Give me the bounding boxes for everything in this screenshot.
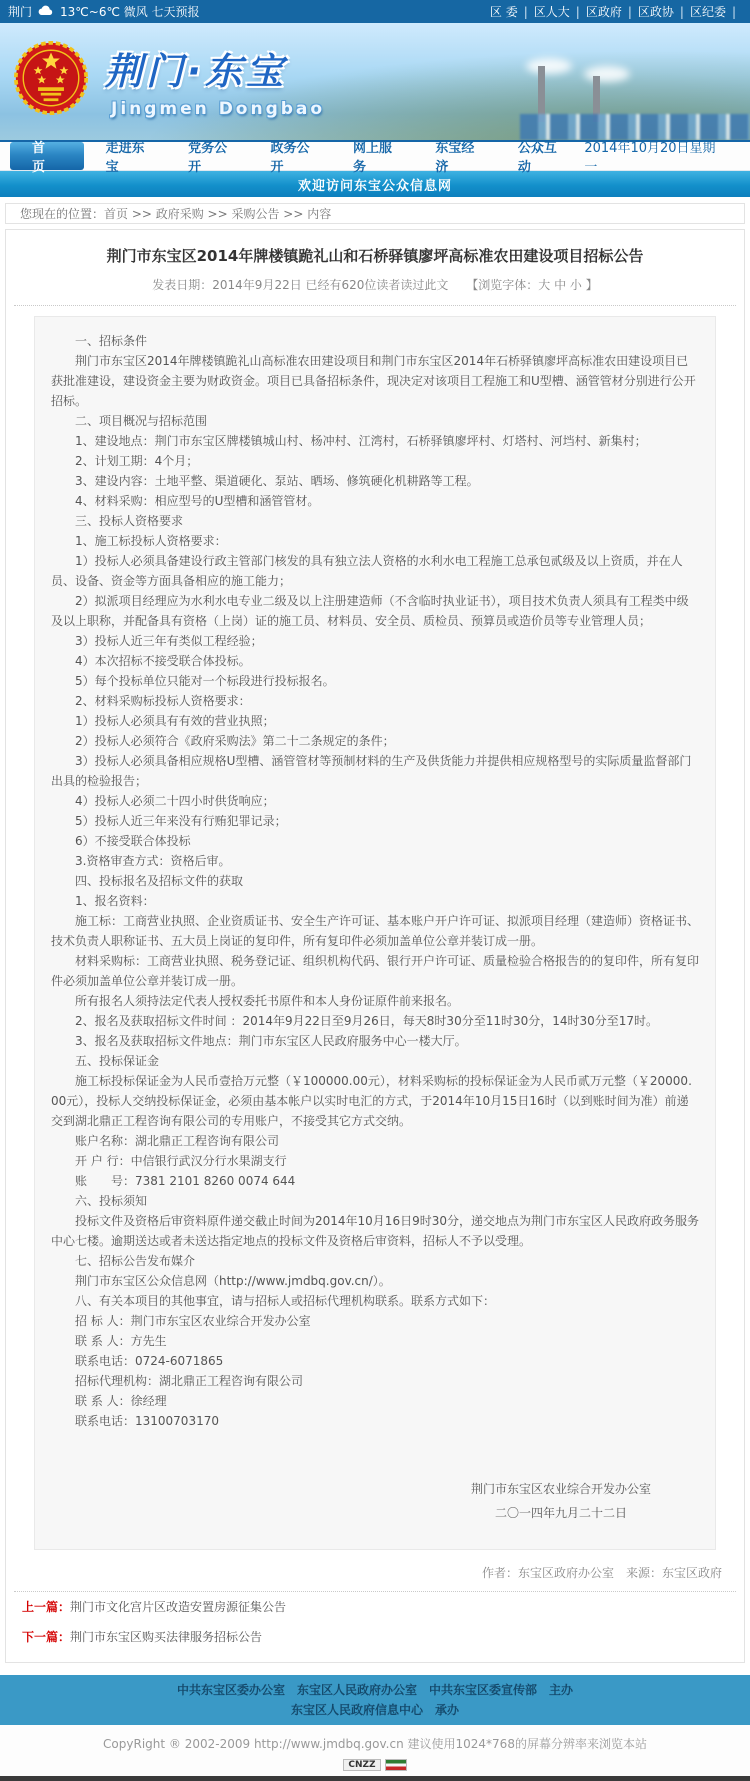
- nav-item[interactable]: 东宝经济: [435, 141, 475, 175]
- copyright-line: CopyRight ® 2002-2009 http://www.jmdbq.gov.cn 建议使用1024*768的屏幕分辨率来浏览本站: [0, 1725, 750, 1756]
- nav-menu: [10, 141, 584, 175]
- site-title: 荆门·东宝: [105, 50, 288, 93]
- article-paragraph: 1、建设地点：荆门市东宝区牌楼镇城山村、杨冲村、江湾村，石桥驿镇廖坪村、灯塔村、河垱村、新集村；: [75, 434, 647, 448]
- cnzz-counter-badge[interactable]: CNZZ: [343, 1759, 380, 1771]
- article-paragraph: 2、计划工期：4个月；: [75, 454, 199, 468]
- article-paragraph: 七、招标公告发布媒介: [75, 1254, 196, 1268]
- city-label: 荆门: [8, 5, 33, 19]
- article-paragraph: 材料采购标：工商营业执照、税务登记证、组织机构代码、银行开户许可证、质量检验合格报告的的复印件，所有复印件必须加盖单位公章并装订成一册。: [51, 954, 700, 988]
- article-paragraph: 4、材料采购：相应型号的U型槽和涵管管材。: [75, 494, 320, 508]
- prev-label: 上一篇：: [22, 1600, 71, 1614]
- article-paragraph: 六、投标须知: [75, 1194, 148, 1208]
- gov-link[interactable]: 区人大 |: [534, 3, 586, 20]
- article-paragraph: 招标代理机构：湖北鼎正工程咨询有限公司: [75, 1374, 304, 1388]
- article-paragraph: 八、有关本项目的其他事宜，请与招标人或招标代理机构联系。联系方式如下：: [75, 1294, 496, 1308]
- article-paragraph: 荆门市东宝区2014年牌楼镇跪礼山高标准农田建设项目和荆门市东宝区2014年石桥驿镇廖坪高标准农田建设项目已获批准建设，建设资金主要为财政资金。项目已具备招标条件，现决定对该项目工程施工和U型槽、涵管管材分别进行公开招标。: [51, 354, 696, 408]
- publish-info: 发表日期：2014年9月22日 已经有620位读者读过此文: [152, 278, 449, 292]
- article-paragraph: 施工标投标保证金为人民币壹拾万元整（￥100000.00元），材料采购标的投标保证金为人民币贰万元整（￥20000.00元），投标人交纳投标保证金，必须由基本帐户以实时电汇的方式，于2014年10月15日16时（以到账时间为准）前递交到湖北鼎正工程咨询有限公司的专用账户，不接受其它方式交纳。: [51, 1074, 692, 1128]
- font-size-chooser[interactable]: 【浏览字体：大 中 小 】: [466, 278, 598, 292]
- prev-article-link[interactable]: 荆门市文化宫片区改造安置房源征集公告: [70, 1600, 287, 1614]
- article-paragraph: 施工标：工商营业执照、企业资质证书、安全生产许可证、基本账户开户许可证、拟派项目经理（建造师）资格证书、技术负责人职称证书、五大员上岗证的复印件，所有复印件必须加盖单位公章并装订成一册。: [51, 914, 700, 948]
- article-paragraph: 联系电话：0724-6071865: [75, 1354, 224, 1368]
- author-source-line: 作者：东宝区政府办公室 来源：东宝区政府: [481, 1566, 722, 1580]
- next-article-row: [6, 1622, 744, 1652]
- footer-line1: 中共东宝区委办公室 东宝区人民政府办公室 中共东宝区委宣传部 主办: [176, 1683, 573, 1697]
- article-paragraph: 四、投标报名及招标文件的获取: [75, 874, 244, 888]
- prev-article-row: [6, 1592, 744, 1622]
- factory-photo-decoration: [490, 80, 750, 140]
- article-paragraph: 荆门市东宝区公众信息网（http://www.jmdbq.gov.cn/）。: [75, 1274, 391, 1288]
- article-paragraph: 1）投标人必须具有有效的营业执照；: [75, 714, 275, 728]
- article-paragraph: 账 号：7381 2101 8260 0074 644: [75, 1174, 296, 1188]
- article-paragraph: 4）本次招标不接受联合体投标。: [75, 654, 251, 668]
- national-emblem-logo: [14, 35, 88, 125]
- article-paragraph: 3）投标人必须具备相应规格U型槽、涵管管材等预制材料的生产及供货能力并提供相应规格型号的实际质量监督部门出具的检验报告；: [51, 754, 692, 788]
- article-paragraph: 1、报名资料：: [75, 894, 155, 908]
- gov-links: [490, 3, 742, 20]
- article-paragraph: 1、施工标投标人资格要求：: [75, 534, 227, 548]
- article-paragraph: 6）不接受联合体投标: [75, 834, 191, 848]
- nav-item[interactable]: 首 页: [10, 142, 84, 170]
- nav-item[interactable]: 政务公开: [270, 141, 310, 175]
- article-paragraph: 4）投标人必须二十四小时供货响应；: [75, 794, 275, 808]
- welcome-banner: 欢迎访问东宝公众信息网: [0, 171, 750, 197]
- article-paragraph: 二、项目概况与招标范围: [75, 414, 208, 428]
- article-paragraph: 3.资格审查方式：资格后审。: [75, 854, 231, 868]
- article-paragraph: 开 户 行：中信银行武汉分行水果湖支行: [75, 1154, 287, 1168]
- top-utility-bar: [0, 0, 750, 23]
- signature-date: 二〇一四年九月二十二日: [494, 1506, 627, 1520]
- nav-item[interactable]: 公众互动: [517, 141, 557, 175]
- article-paragraph: 账户名称：湖北鼎正工程咨询有限公司: [75, 1134, 280, 1148]
- article-paragraph: 5）投标人近三年来没有行贿犯罪记录；: [75, 814, 287, 828]
- article-paragraph: 2）投标人必须符合《政府采购法》第二十二条规定的条件；: [75, 734, 395, 748]
- gov-link[interactable]: 区纪委 |: [690, 3, 742, 20]
- article-paragraph: 招 标 人：荆门市东宝区农业综合开发办公室: [75, 1314, 311, 1328]
- article-paragraph: 联系电话：13100703170: [75, 1414, 219, 1428]
- article-paragraph: 3、建设内容：土地平整、渠道硬化、泵站、晒场、修筑硬化机耕路等工程。: [75, 474, 479, 488]
- next-article-link[interactable]: 荆门市东宝区购买法律服务招标公告: [70, 1630, 263, 1644]
- nav-item[interactable]: 党务公开: [188, 141, 228, 175]
- footer-line2: 东宝区人民政府信息中心 承办: [290, 1703, 459, 1717]
- site-header-banner: [0, 23, 750, 140]
- article-paragraph: 2、报名及获取招标文件时间 ：2014年9月22日至9月26日，每天8时30分至11时30分，14时30分至17时。: [75, 1014, 659, 1028]
- weather-cloud-icon: [38, 5, 54, 19]
- nav-item[interactable]: 走进东宝: [105, 141, 145, 175]
- article-paragraph: 五、投标保证金: [75, 1054, 160, 1068]
- weather-summary[interactable]: 13℃~6℃ 微风 七天预报: [60, 5, 200, 19]
- article-paragraph: 所有报名人须持法定代表人授权委托书原件和本人身份证原件前来报名。: [75, 994, 460, 1008]
- article-paragraph: 2、材料采购标投标人资格要求：: [75, 694, 251, 708]
- article-paragraph: 1）投标人必须具备建设行政主管部门核发的具有独立法人资格的水利水电工程施工总承包贰级及以上资质，并在人员、设备、资金等方面具备相应的施工能力；: [51, 554, 683, 588]
- article-paragraph: 三、投标人资格要求: [75, 514, 184, 528]
- bottom-edge-bar: [0, 1776, 750, 1781]
- signature-block: [51, 1477, 699, 1525]
- nav-item[interactable]: 网上服务: [352, 141, 392, 175]
- breadcrumb[interactable]: 您现在的位置：首页 >> 政府采购 >> 采购公告 >> 内容: [5, 203, 745, 224]
- page-title: 荆门市东宝区2014年牌楼镇跪礼山和石桥驿镇廖坪高标准农田建设项目招标公告: [106, 247, 644, 265]
- article-paragraph: 联 系 人：方先生: [75, 1334, 167, 1348]
- gov-link[interactable]: 区政协 |: [638, 3, 690, 20]
- article-paragraph: 联 系 人：徐经理: [75, 1394, 167, 1408]
- footer-organizers: [0, 1675, 750, 1725]
- article-paragraph: 3）投标人近三年有类似工程经验；: [75, 634, 263, 648]
- next-label: 下一篇：: [22, 1630, 71, 1644]
- article-paragraph: 一、招标条件: [75, 334, 148, 348]
- article-paragraph: 投标文件及资格后审资料原件递交截止时间为2014年10月16日9时30分，递交地点为荆门市东宝区人民政府政务服务中心七楼。逾期送达或者未送达指定地点的投标文件及资格后审资料，招标人不予以受理。: [51, 1214, 699, 1248]
- article-paragraph: 3、报名及获取招标文件地点：荆门市东宝区人民政府服务中心一楼大厅。: [75, 1034, 467, 1048]
- article-container: [5, 229, 745, 1663]
- signature-org: 荆门市东宝区农业综合开发办公室: [470, 1482, 651, 1496]
- site-subtitle: Jingmen Dongbao: [111, 99, 326, 119]
- stat-badges: [0, 1756, 750, 1776]
- main-navigation: [0, 140, 750, 175]
- gov-link[interactable]: 区 委 |: [490, 3, 534, 20]
- gov-link[interactable]: 区政府 |: [586, 3, 638, 20]
- current-date: 2014年10月20日星期一: [584, 141, 716, 175]
- article-meta: [6, 266, 744, 305]
- article-paragraph: 5）每个投标单位只能对一个标段进行投标报名。: [75, 674, 335, 688]
- divider: [14, 305, 736, 306]
- announcement-body: [34, 316, 716, 1550]
- stat-flag-badge[interactable]: [385, 1759, 407, 1771]
- article-paragraph: 2）拟派项目经理应为水利水电专业二级及以上注册建造师（不含临时执业证书），项目技术负责人须具有工程类中级及以上职称，并配备具有资格（上岗）证的施工员、材料员、安全员、质检员、预算员或造价员等专业管理人员；: [51, 594, 689, 628]
